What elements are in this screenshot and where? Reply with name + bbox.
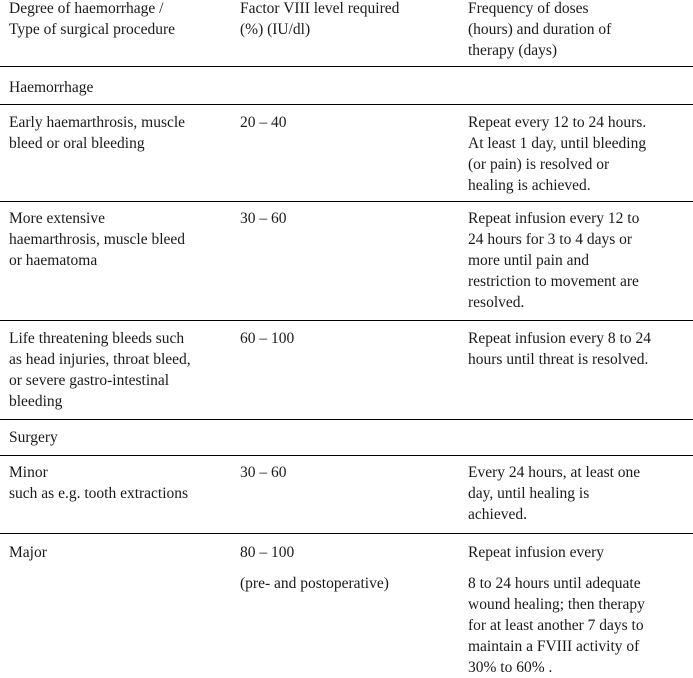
section-title-surgery: Surgery [9,429,58,446]
header-frequency: Frequency of doses (hours) and duration of therapy (days) [468,0,612,59]
header-degree: Degree of haemorrhage / Type of surgical procedure [9,0,176,38]
row-frequency-early-haemarthrosis: Repeat every 12 to 24 hours. At least 1 day, until bleeding (or pain) is resolved or healing is achieved. [468,114,647,194]
row-rule [0,201,693,202]
row-level-minor-surgery: 30 – 60 [240,464,287,481]
row-degree-minor-surgery: Minor such as e.g. tooth extractions [9,464,189,502]
row-level-early-haemarthrosis: 20 – 40 [240,114,287,131]
section-title-haemorrhage: Haemorrhage [9,79,94,96]
row-level-note-major-surgery: (pre- and postoperative) [240,575,389,592]
row-level-life-threatening: 60 – 100 [240,330,295,347]
row-rule [0,533,693,534]
row-frequency-major-surgery: Repeat infusion every [468,544,605,561]
section-rule-haemorrhage [0,104,693,105]
row-level-major-surgery: 80 – 100 [240,544,295,561]
row-degree-extensive-haemarthrosis: More extensive haemarthrosis, muscle bleed or haematoma [9,210,186,269]
section-rule-surgery [0,455,693,456]
row-degree-life-threatening: Life threatening bleeds such as head injuries, throat bleed, or severe gastro-intestinal bleeding [9,330,191,410]
header-rule [0,66,693,67]
row-degree-major-surgery: Major [9,544,47,561]
row-level-extensive-haemarthrosis: 30 – 60 [240,210,287,227]
row-frequency-extensive-haemarthrosis: Repeat infusion every 12 to 24 hours for 3 to 4 days or more until pain and restriction to movement are resolved. [468,210,640,311]
header-factor-level: Factor VIII level required (%) (IU/dl) [240,0,400,38]
row-rule [0,320,693,321]
row-frequency-minor-surgery: Every 24 hours, at least one day, until healing is achieved. [468,464,641,523]
row-degree-early-haemarthrosis: Early haemarthrosis, muscle bleed or oral bleeding [9,114,186,152]
row-rule [0,419,693,420]
row-frequency-life-threatening: Repeat infusion every 8 to 24 hours until threat is resolved. [468,330,651,368]
row-frequency-cont-major-surgery: 8 to 24 hours until adequate wound healing; then therapy for at least another 7 days to maintain a FVIII activity of 30% to 60% . [468,575,645,676]
